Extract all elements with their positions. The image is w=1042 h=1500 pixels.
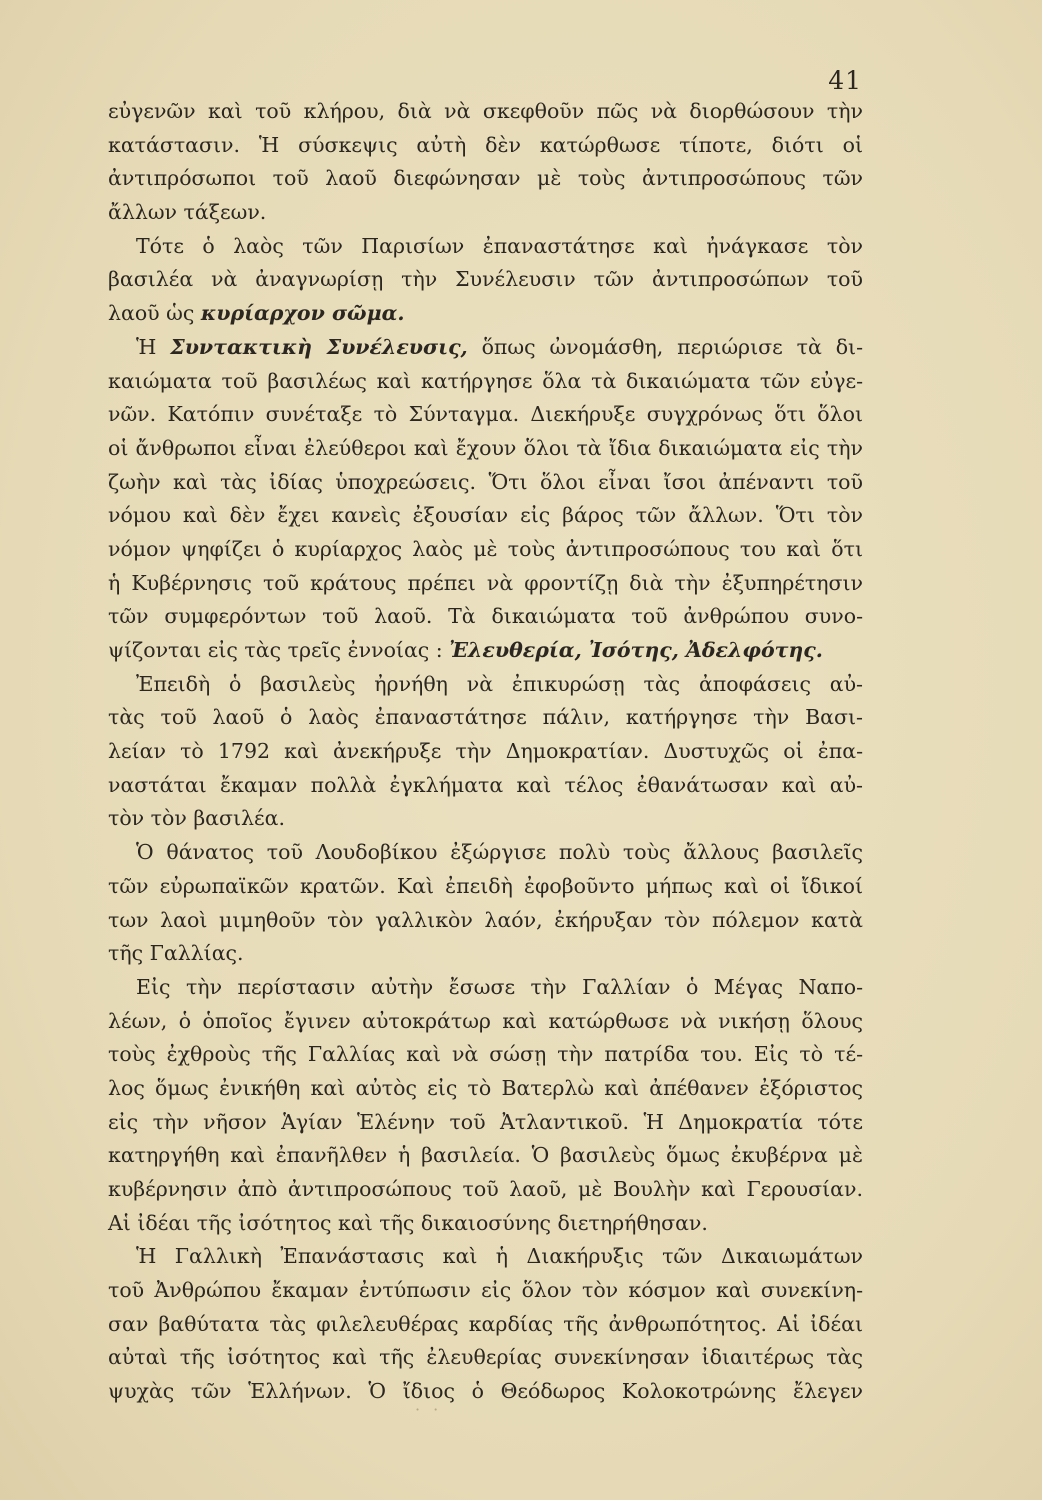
text-line: ἄλλων τάξεων. xyxy=(108,200,267,225)
emphasis-constituent-assembly: Συντακτικὴ Συνέλευσις, xyxy=(170,334,468,359)
text-line: τῶν εὐρωπαϊκῶν κρατῶν. Καὶ ἐπειδὴ ἐφοβοῦντο μήπως καὶ οἱ ἴδικοί xyxy=(108,873,863,898)
text-line: ψίζονται εἰς τὰς τρεῖς ἐννοίας : Ἐλευθερία, Ἰσότης, Ἀδελφότης. xyxy=(108,638,823,662)
text-line: Ἐπειδὴ ὁ βασιλεὺς ἠρνήθη νὰ ἐπικυρώσῃ τὰς ἀποφάσεις αὐ- xyxy=(136,671,863,696)
text-line: τοὺς ἐχθροὺς τῆς Γαλλίας καὶ νὰ σώσῃ τὴν πατρίδα του. Εἰς τὸ τέ- xyxy=(108,1042,863,1067)
text-line: ζωὴν καὶ τὰς ἰδίας ὑποχρεώσεις. Ὅτι ὅλοι εἶναι ἴσοι ἀπέναντι τοῦ xyxy=(108,469,863,494)
emphasis-sovereign-body: κυρίαρχον σῶμα. xyxy=(200,301,405,326)
paragraph xyxy=(108,331,863,668)
text-line: εὐγενῶν καὶ τοῦ κλήρου, διὰ νὰ σκεφθοῦν πῶς νὰ διορθώσουν τὴν xyxy=(108,99,863,123)
text-line: νόμου καὶ δὲν ἔχει κανεὶς ἐξουσίαν εἰς βάρος τῶν ἄλλων. Ὅτι τὸν xyxy=(108,503,863,528)
text-line: νῶν. Κατόπιν συνέταξε τὸ Σύνταγμα. Διεκήρυξε συγχρόνως ὅτι ὅλοι xyxy=(108,402,863,427)
paragraph xyxy=(108,95,863,230)
text-line: οἱ ἄνθρωποι εἶναι ἐλεύθεροι καὶ ἔχουν ὅλοι τὰ ἴδια δικαιώματα εἰς τὴν xyxy=(108,435,863,460)
text-line: τὰς τοῦ λαοῦ ὁ λαὸς ἐπαναστάτησε πάλιν, κατήργησε τὴν Βασι- xyxy=(108,705,863,730)
paragraph xyxy=(108,230,863,331)
text-line: των λαοὶ μιμηθοῦν τὸν γαλλικὸν λαόν, ἐκήρυξαν τὸν πόλεμον κατὰ xyxy=(108,907,863,932)
text-line: τοῦ Ἀνθρώπου ἔκαμαν ἐντύπωσιν εἰς ὅλον τὸν κόσμον καὶ συνεκίνη- xyxy=(108,1278,863,1303)
text-line: αὐταὶ τῆς ἰσότητος καὶ τῆς ἐλευθερίας συνεκίνησαν ἰδιαιτέρως τὰς xyxy=(108,1345,863,1370)
text-line: Ὁ θάνατος τοῦ Λουδοβίκου ἐξώργισε πολὺ τοὺς ἄλλους βασιλεῖς xyxy=(136,840,863,865)
text-line: Ἡ Συντακτικὴ Συνέλευσις, ὅπως ὠνομάσθη, περιώρισε τὰ δι- xyxy=(136,334,863,359)
text-line: λέων, ὁ ὁποῖος ἔγινεν αὐτοκράτωρ καὶ κατώρθωσε νὰ νικήσῃ ὅλους xyxy=(108,1008,863,1033)
text-line: ἡ Κυβέρνησις τοῦ κράτους πρέπει νὰ φροντίζῃ διὰ τὴν ἐξυπηρέτησιν xyxy=(108,570,863,595)
body-text xyxy=(108,95,863,1409)
text-line: Εἰς τὴν περίστασιν αὐτὴν ἔσωσε τὴν Γαλλίαν ὁ Μέγας Ναπο- xyxy=(136,974,863,999)
text-line: τῆς Γαλλίας. xyxy=(108,941,244,966)
text-line: σαν βαθύτατα τὰς φιλελευθέρας καρδίας τῆς ἀνθρωπότητος. Αἱ ἰδέαι xyxy=(108,1311,863,1336)
paragraph xyxy=(108,1240,863,1408)
text-line: Ἡ Γαλλικὴ Ἐπανάστασις καὶ ἡ Διακήρυξις τῶν Δικαιωμάτων xyxy=(136,1244,863,1269)
text-line: λος ὅμως ἐνικήθη καὶ αὐτὸς εἰς τὸ Βατερλὼ καὶ ἀπέθανεν ἐξόριστος xyxy=(108,1075,863,1100)
page-number: 41 xyxy=(828,66,862,95)
text-line: κατάστασιν. Ἡ σύσκεψις αὐτὴ δὲν κατώρθωσε τίποτε, διότι οἱ xyxy=(108,132,863,157)
text-line: Αἱ ἰδέαι τῆς ἰσότητος καὶ τῆς δικαιοσύνης διετηρήθησαν. xyxy=(108,1210,708,1235)
paragraph xyxy=(108,971,863,1241)
text-line: ψυχὰς τῶν Ἑλλήνων. Ὁ ἴδιος ὁ Θεόδωρος Κολοκοτρώνης ἔλεγεν xyxy=(108,1379,863,1404)
text-line: λείαν τὸ 1792 καὶ ἀνεκήρυξε τὴν Δημοκρατίαν. Δυστυχῶς οἱ ἐπα- xyxy=(108,739,863,764)
text-line: καιώματα τοῦ βασιλέως καὶ κατήργησε ὅλα τὰ δικαιώματα τῶν εὐγε- xyxy=(108,368,863,393)
text-line: Τότε ὁ λαὸς τῶν Παρισίων ἐπαναστάτησε καὶ ἠνάγκασε τὸν xyxy=(136,233,863,258)
text-line: βασιλέα νὰ ἀναγνωρίσῃ τὴν Συνέλευσιν τῶν ἀντιπροσώπων τοῦ xyxy=(108,267,863,292)
text-line: κατηργήθη καὶ ἐπανῆλθεν ἡ βασιλεία. Ὁ βασιλεὺς ὅμως ἐκυβέρνα μὲ xyxy=(108,1143,863,1168)
paragraph xyxy=(108,668,863,836)
text-line: εἰς τὴν νῆσον Ἁγίαν Ἑλένην τοῦ Ἀτλαντικοῦ. Ἡ Δημοκρατία τότε xyxy=(108,1109,863,1134)
text-line: κυβέρνησιν ἀπὸ ἀντιπροσώπους τοῦ λαοῦ, μὲ Βουλὴν καὶ Γερουσίαν. xyxy=(108,1177,863,1201)
text-line: ἀντιπρόσωποι τοῦ λαοῦ διεφώνησαν μὲ τοὺς ἀντιπροσώπους τῶν xyxy=(108,166,863,191)
text-line: τὸν τὸν βασιλέα. xyxy=(108,806,286,831)
text-line: νόμον ψηφίζει ὁ κυρίαρχος λαὸς μὲ τοὺς ἀντιπροσώπους του καὶ ὅτι xyxy=(108,536,863,561)
text-line: τῶν συμφερόντων τοῦ λαοῦ. Τὰ δικαιώματα τοῦ ἀνθρώπου συνο- xyxy=(108,604,863,629)
paragraph xyxy=(108,836,863,971)
text-line: λαοῦ ὡς κυρίαρχον σῶμα. xyxy=(108,301,405,326)
text-line: ναστάται ἔκαμαν πολλὰ ἐγκλήματα καὶ τέλος ἐθανάτωσαν καὶ αὐ- xyxy=(108,772,863,797)
bleed-through-mark: · · xyxy=(415,1400,443,1419)
emphasis-liberty-equality-fraternity: Ἐλευθερία, Ἰσότης, Ἀδελφότης. xyxy=(449,638,823,662)
